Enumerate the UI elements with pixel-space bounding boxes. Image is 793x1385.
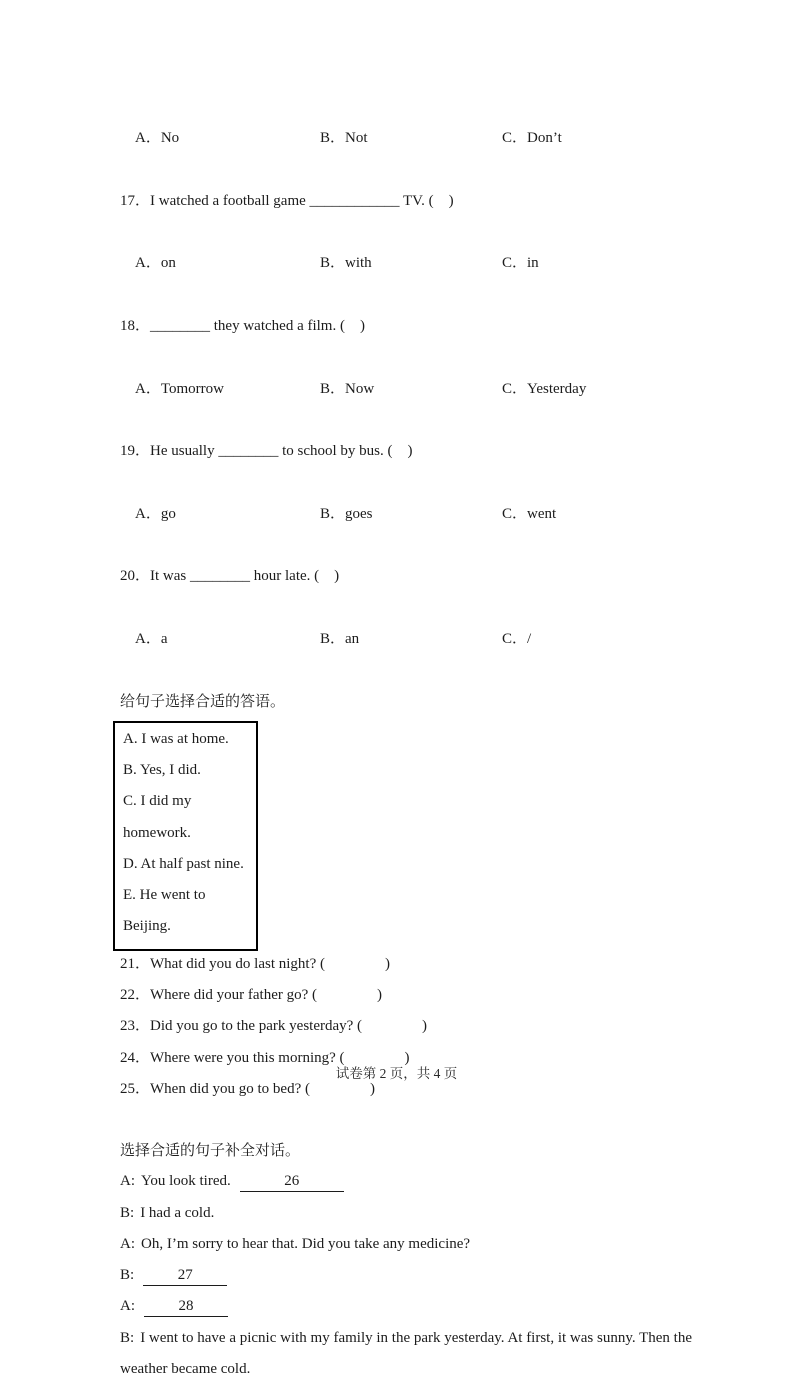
dialogue-line-5	[113, 1291, 693, 1322]
option-label: A．	[135, 255, 161, 272]
option-text: Yesterday	[527, 380, 587, 397]
option-text: went	[527, 505, 557, 522]
match-question-21	[113, 949, 693, 980]
question-number: 21．	[120, 955, 151, 972]
option-a	[135, 123, 320, 154]
option-a	[135, 499, 320, 530]
question-number: 22．	[120, 987, 151, 1004]
option-a	[135, 248, 320, 279]
speaker-label: A:	[120, 1173, 135, 1190]
match-question-22	[113, 980, 693, 1011]
option-text: Now	[345, 380, 375, 397]
option-label: B．	[320, 130, 346, 147]
dialogue-text: Oh, I’m sorry to hear that. Did you take any medicine?	[141, 1235, 471, 1252]
question-text: When did you go to bed? ( )	[150, 1080, 375, 1097]
match-question-23	[113, 1011, 693, 1042]
box-item-c: C. I did my homework.	[123, 793, 196, 841]
question-number: 24．	[120, 1049, 151, 1066]
option-c	[502, 624, 531, 655]
option-text: with	[345, 255, 372, 272]
option-row-q19	[113, 468, 693, 562]
option-c	[502, 123, 562, 154]
speaker-label: B:	[120, 1267, 135, 1284]
option-row-q16	[113, 92, 693, 186]
question-stem-18	[113, 311, 693, 342]
option-b	[320, 499, 502, 530]
option-label: A．	[135, 380, 161, 397]
dialogue-line-2	[113, 1198, 693, 1229]
dialogue-text: I had a cold.	[140, 1204, 215, 1221]
option-text: an	[345, 631, 360, 648]
dialogue-line-1	[113, 1166, 693, 1197]
option-label: C．	[502, 130, 528, 147]
box-item-d: D. At half past nine.	[123, 855, 244, 872]
dialogue-text: You look tired.	[141, 1173, 231, 1190]
answer-option-box	[113, 721, 258, 951]
option-b	[320, 123, 502, 154]
option-a	[135, 374, 320, 405]
question-text: It was ________ hour late. ( )	[150, 568, 340, 585]
option-a	[135, 624, 320, 655]
question-number: 25．	[120, 1080, 151, 1097]
question-number: 18．	[120, 318, 151, 335]
dialogue-text: I went to have a picnic with my family in the park yesterday. At first, it was sunny. Then the weather became cold.	[120, 1329, 696, 1377]
option-label: C．	[502, 380, 528, 397]
speaker-label: B:	[120, 1204, 135, 1221]
option-text: go	[160, 505, 176, 522]
option-label: C．	[502, 505, 528, 522]
section-gap	[113, 1105, 693, 1136]
question-text: What did you do last night? ( )	[150, 955, 390, 972]
option-text: on	[160, 255, 176, 272]
option-text: goes	[345, 505, 373, 522]
blank-26: 26	[240, 1171, 344, 1192]
option-row-q17	[113, 217, 693, 311]
question-number: 17．	[120, 192, 151, 209]
option-label: C．	[502, 631, 528, 648]
section-heading-dialogue: 选择合适的句子补全对话。	[120, 1143, 301, 1160]
option-label: A．	[135, 130, 161, 147]
option-b	[320, 374, 502, 405]
option-label: B．	[320, 505, 346, 522]
option-b	[320, 624, 502, 655]
blank-28: 28	[144, 1296, 228, 1317]
option-text: /	[527, 631, 532, 648]
option-label: B．	[320, 380, 346, 397]
option-b	[320, 248, 502, 279]
blank-27: 27	[143, 1265, 227, 1286]
question-stem-17	[113, 186, 693, 217]
box-item-e: E. He went to Beijing.	[123, 887, 210, 935]
option-label: A．	[135, 505, 161, 522]
page-footer: 试卷第 2 页，共 4 页	[335, 1066, 458, 1081]
question-text: ________ they watched a film. ( )	[150, 318, 365, 335]
option-label: C．	[502, 255, 528, 272]
question-text: Did you go to the park yesterday? ( )	[150, 1018, 428, 1035]
option-label: A．	[135, 631, 161, 648]
speaker-label: A:	[120, 1235, 135, 1252]
question-stem-20	[113, 561, 693, 592]
option-text: a	[160, 631, 168, 648]
section-heading-match: 给句子选择合适的答语。	[120, 693, 286, 710]
option-text: Tomorrow	[160, 380, 224, 397]
option-c	[502, 499, 556, 530]
question-number: 23．	[120, 1018, 151, 1035]
dialogue-line-4	[113, 1260, 693, 1291]
option-text: in	[527, 255, 539, 272]
question-number: 19．	[120, 443, 151, 460]
speaker-label: A:	[120, 1298, 135, 1315]
question-text: Where did your father go? ( )	[150, 987, 383, 1004]
box-item-a: A. I was at home.	[123, 730, 229, 747]
option-c	[502, 374, 586, 405]
question-text: I watched a football game ____________ TV. ( )	[150, 192, 454, 209]
box-item-b: B. Yes, I did.	[123, 761, 201, 778]
question-stem-19	[113, 436, 693, 467]
option-row-q20	[113, 593, 693, 687]
option-text: Not	[345, 130, 368, 147]
dialogue-line-6	[113, 1323, 696, 1385]
option-c	[502, 248, 539, 279]
dialogue-line-3	[113, 1229, 693, 1260]
option-text: Don’t	[527, 130, 562, 147]
question-number: 20．	[120, 568, 151, 585]
question-text: He usually ________ to school by bus. ( )	[150, 443, 413, 460]
option-label: B．	[320, 631, 346, 648]
option-row-q18	[113, 342, 693, 436]
option-text: No	[160, 130, 180, 147]
option-label: B．	[320, 255, 346, 272]
speaker-label: B:	[120, 1329, 135, 1346]
question-text: Where were you this morning? ( )	[150, 1049, 410, 1066]
